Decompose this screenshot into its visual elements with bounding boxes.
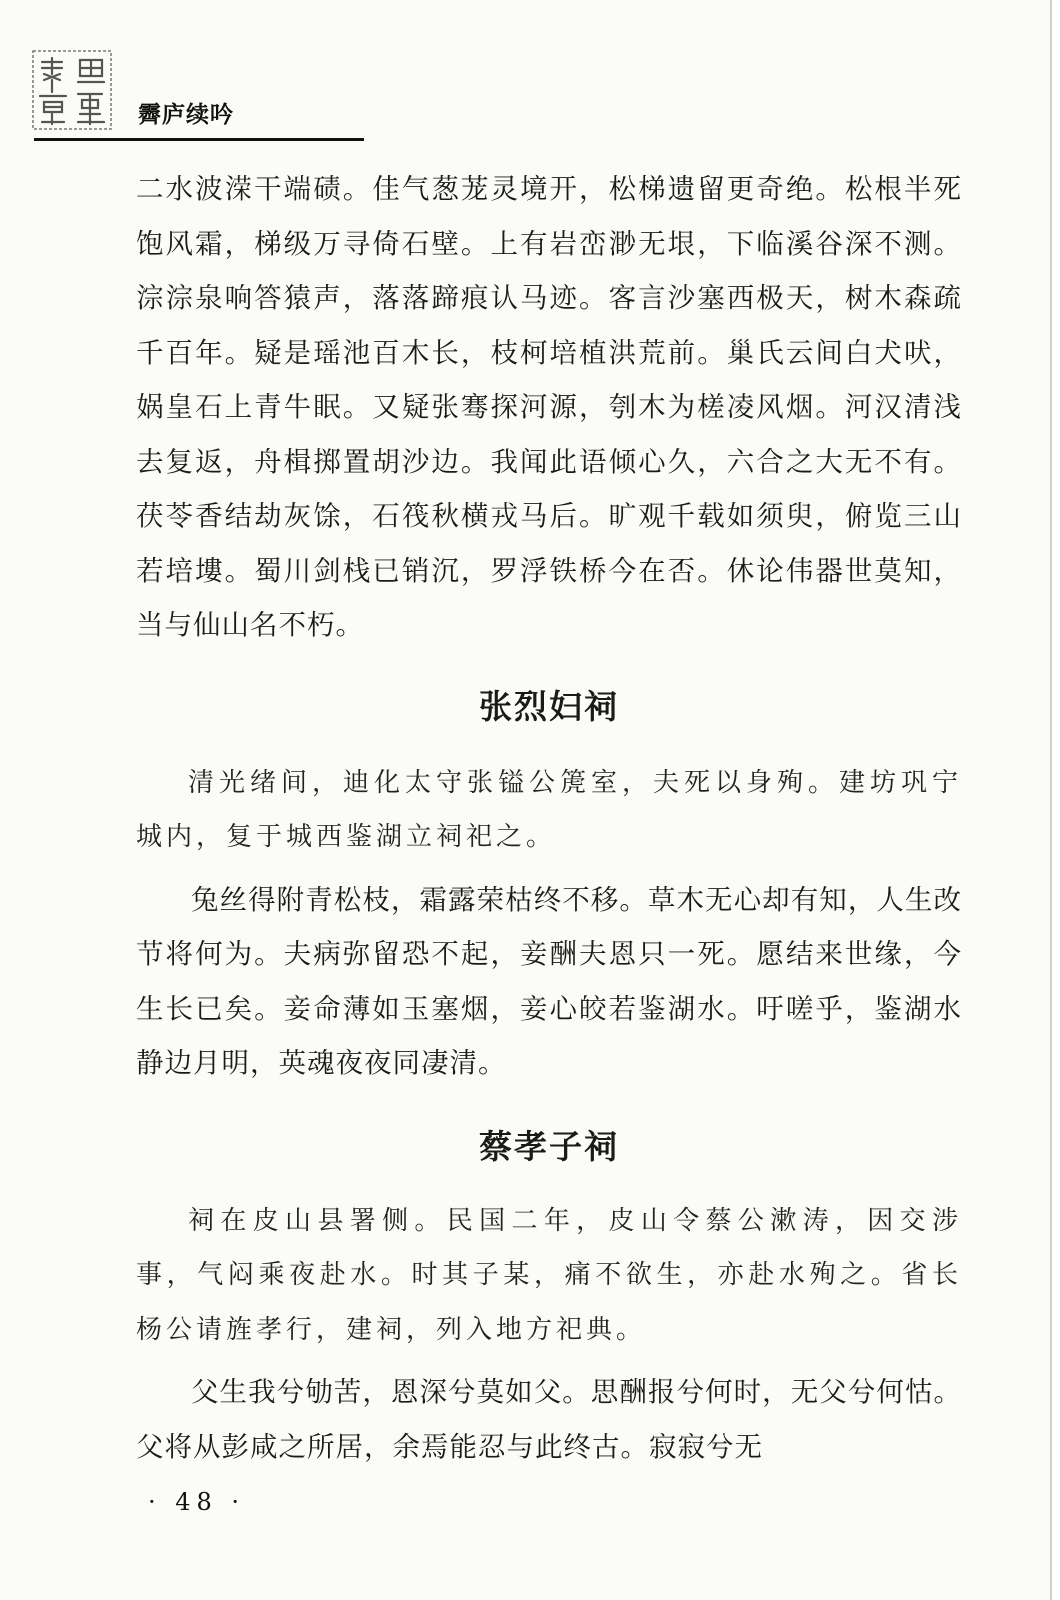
preface-cai: 祠在皮山县署侧。民国二年，皮山令蔡公漱涛，因交涉事，气闷乘夜赴水。时其子某，痛不欲生，亦赴水殉之。省长杨公请旌孝行，建祠，列入地方祀典。 xyxy=(136,1205,962,1345)
poem-zhang: 兔丝得附青松枝，霜露荣枯终不移。草木无心却有知，人生改节将何为。夫病弥留恐不起，妾酬夫恩只一死。愿结来世缘，今生长已矣。妾命薄如玉塞烟，妾心皎若鉴湖水。吁嗟乎，鉴湖水静边月明，英魂夜夜同凄清。 xyxy=(136,883,962,1079)
running-title: 霽庐续吟 xyxy=(138,102,234,128)
section-title-cai: 蔡孝子祠 xyxy=(479,1126,619,1166)
poem-cai: 父生我兮劬苦，恩深兮莫如父。思酬报兮何时，无父兮何怙。父将从彭咸之所居，余焉能忍与此终古。寂寂兮无 xyxy=(136,1376,962,1463)
page-content xyxy=(136,162,962,1474)
page-number: · 48 · xyxy=(148,1488,246,1516)
seal-logo xyxy=(30,48,114,132)
section-title-zhang: 张烈妇祠 xyxy=(479,686,619,726)
preface-zhang: 清光绪间，迪化太守张镒公箎室，夫死以身殉。建坊巩宁城内，复于城西鉴湖立祠祀之。 xyxy=(136,767,962,852)
poem-continuation: 二水波溁干端碛。佳气葱茏灵境开，松梯遗留更奇绝。松根半死饱风霜，梯级万寻倚石壁。上有岩峦渺无垠，下临溪谷深不测。淙淙泉响答猿声，落落蹄痕认马迹。客言沙塞西极天，树木森疏千百年。疑是瑶池百木长，枝柯培植洪荒前。巢氏云间白犬吠，娲皇石上青牛眠。又疑张骞探河源，刳木为槎凌风烟。河汉清浅去复返，舟楫掷置胡沙边。我闻此语倾心久，六合之大无不有。茯苓香结劫灰馀，石筏秋横戎马后。旷观千载如须臾，俯览三山若培塿。蜀川剑栈已销沉，罗浮铁桥今在否。休论伟器世莫知，当与仙山名不朽。 xyxy=(136,173,962,641)
header-rule xyxy=(34,138,364,141)
